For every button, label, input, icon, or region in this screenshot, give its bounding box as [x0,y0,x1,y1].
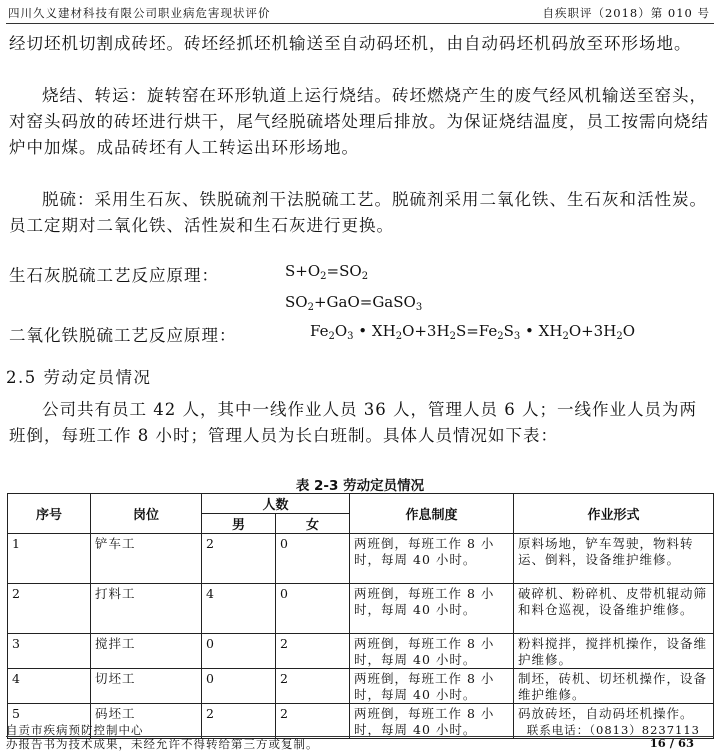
iron-oxide-reaction-equation: $Fe_2O_3$ • $XH_2O+3H_2S=Fe_2S_3$ • $XH_2O+3H_2O$ [310,322,635,342]
cell-female: 2 [276,634,350,669]
table-row [8,669,714,704]
header-title: 四川久义建材科技有限公司职业病危害现状评价 [8,6,271,20]
cell-form: 破碎机、粉碎机、皮带机辊动筛和料仓巡视，设备维护维修。 [514,584,714,634]
staffing-table [7,493,714,739]
cell-male: 0 [202,669,276,704]
header-report-number: 自疾职评（2018）第 010 号 [542,6,710,20]
cell-form: 原料场地，铲车驾驶，物料转运、倒料，设备维护维修。 [514,534,714,584]
paragraph-sintering: 烧结、转运：旋转窑在环形轨道上运行烧结。砖坯燃烧产生的废气经风机输送至窑头，对窑头码放的砖坯进行烘干，尾气经脱硫塔处理后排放。为保证烧结温度，员工按需向烧结炉中加煤。成品砖坯有人工转运出环形场地。 [9,86,709,157]
col-header-male: 男 [202,514,276,534]
col-header-schedule: 作息制度 [350,494,514,534]
page-header [0,0,720,26]
col-header-position: 岗位 [91,494,202,534]
cell-no: 1 [8,534,91,584]
page-number: 16 / 63 [649,736,694,750]
cell-schedule: 两班倒，每班工作 8 小时，每周 40 小时。 [350,704,514,739]
lime-reaction-equation-1: $S+O_2=SO_2$ [285,262,369,282]
section-heading: 2.5 劳动定员情况 [6,368,152,387]
cell-form: 制坯，砖机、切坯机操作，设备维护维修。 [514,669,714,704]
cell-female: 2 [276,704,350,739]
lime-reaction-equation-2: $SO_2+GaO=GaSO_3$ [285,293,423,313]
cell-schedule: 两班倒，每班工作 8 小时，每周 40 小时。 [350,634,514,669]
paragraph-staffing: 公司共有员工 42 人，其中一线作业人员 36 人，管理人员 6 人；一线作业人员为两班倒，每班工作 8 小时；管理人员为长白班制。具体人员情况如下表： [9,400,697,445]
cell-female: 0 [276,534,350,584]
cell-form: 粉料搅拌，搅拌机操作，设备维护维修。 [514,634,714,669]
paragraph-cutting: 经切坯机切割成砖坯。砖坯经抓坯机输送至自动码坯机，由自动码坯机码放至环形场地。 [9,34,692,53]
table-row [8,634,714,669]
cell-no: 5 [8,704,91,739]
cell-position: 打料工 [91,584,202,634]
col-header-female: 女 [276,514,350,534]
col-header-no: 序号 [8,494,91,534]
cell-no: 4 [8,669,91,704]
cell-position: 切坯工 [91,669,202,704]
cell-male: 2 [202,534,276,584]
footer-organization: 自贡市疾病预防控制中心 [6,723,144,737]
cell-schedule: 两班倒，每班工作 8 小时，每周 40 小时。 [350,669,514,704]
header-rule [6,23,714,24]
cell-male: 0 [202,634,276,669]
cell-schedule: 两班倒，每班工作 8 小时，每周 40 小时。 [350,534,514,584]
cell-position: 铲车工 [91,534,202,584]
iron-oxide-reaction-label: 二氧化铁脱硫工艺反应原理： [9,326,237,345]
lime-reaction-label: 生石灰脱硫工艺反应原理： [9,266,219,285]
footer-copyright-notice: 办报告书为技术成果，未经允许不得转给第三方或复制。 [6,737,319,751]
paragraph-desulfurization: 脱硫：采用生石灰、铁脱硫剂干法脱硫工艺。脱硫剂采用二氧化铁、生石灰和活性炭。员工定期对二氧化铁、活性炭和生石灰进行更换。 [9,190,707,235]
cell-female: 0 [276,584,350,634]
col-header-form: 作业形式 [514,494,714,534]
cell-female: 2 [276,669,350,704]
cell-form: 码放砖坯，自动码坯机操作。 [514,704,714,739]
cell-no: 2 [8,584,91,634]
table-row [8,584,714,634]
cell-position: 码坯工 [91,704,202,739]
col-header-count: 人数 [202,494,350,514]
footer-phone: 联系电话：（0813）8237113 [526,723,700,737]
cell-no: 3 [8,634,91,669]
table-row [8,534,714,584]
cell-schedule: 两班倒，每班工作 8 小时，每周 40 小时。 [350,584,514,634]
table-caption: 表 2-3 劳动定员情况 [295,478,425,494]
cell-male: 2 [202,704,276,739]
cell-male: 4 [202,584,276,634]
cell-position: 搅拌工 [91,634,202,669]
